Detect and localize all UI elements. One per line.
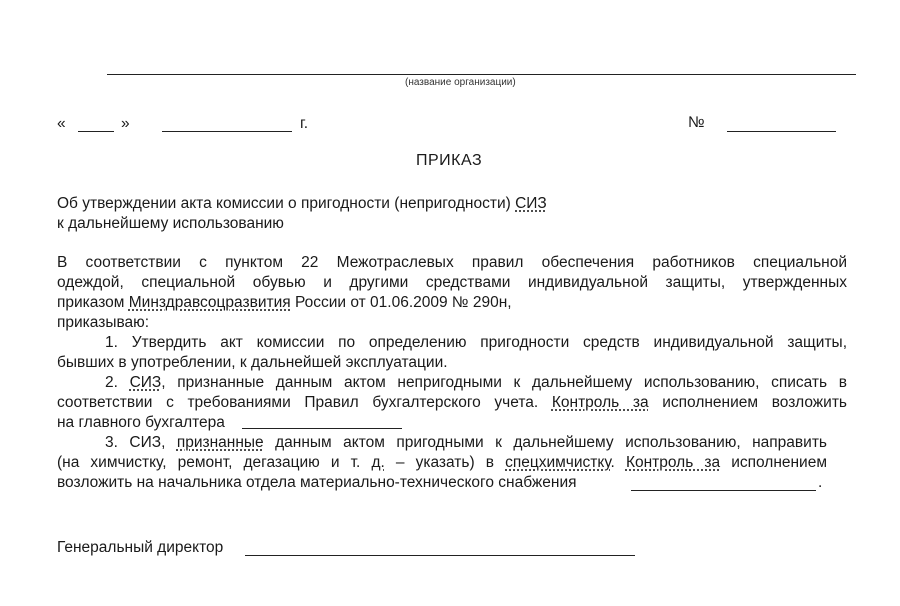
item-line: (на химчистку, ремонт, дегазацию и т. д. – указать) в спецхимчистку. Контроль за исполнением: [57, 454, 827, 471]
document-title: ПРИКАЗ: [416, 152, 483, 169]
signature-label: Генеральный директор: [57, 539, 224, 556]
control-phrase: Контроль за: [625, 454, 721, 471]
chief-accountant-blank[interactable]: [242, 428, 402, 429]
item-line: соответствии с требованиями Правил бухгалтерского учета. Контроль за исполнением возложить: [57, 394, 847, 411]
subject-line-2: к дальнейшему использованию: [57, 215, 284, 232]
order-item-2: [57, 373, 847, 433]
ministry-name: Минздравсоцразвития: [128, 294, 291, 311]
item-line: 3. СИЗ, признанные данным актом пригодными к дальнейшему использованию, направить: [105, 434, 827, 451]
preamble: [57, 253, 847, 333]
day-blank[interactable]: [78, 131, 114, 132]
subject-abbreviation: СИЗ: [515, 195, 547, 212]
item-3-end-period: .: [818, 474, 823, 491]
year-suffix: г.: [300, 115, 309, 132]
date-close-quote: »: [121, 115, 130, 132]
preamble-line: одеждой, специальной обувью и другими средствами индивидуальной защиты, утвержденных: [57, 274, 847, 291]
document-subject: [57, 194, 547, 214]
item-term: признанные: [176, 434, 264, 451]
item-line: бывших в употреблении, к дальнейшей эксплуатации.: [57, 354, 448, 371]
organization-name-line[interactable]: [107, 74, 856, 75]
order-item-3: [57, 433, 827, 473]
control-phrase: Контроль за: [551, 394, 649, 411]
item-line: 1. Утвердить акт комиссии по определению пригодности средств индивидуальной защиты,: [105, 334, 847, 351]
item-line: 2. СИЗ, признанные данным актом непригодными к дальнейшему использованию, списать в: [105, 374, 847, 391]
item-3-line-3: возложить на начальника отдела материально-технического снабжения: [57, 474, 577, 491]
subject-text: Об утверждении акта комиссии о пригодности (непригодности): [57, 195, 516, 212]
special-cleaning-term: спецхимчистку: [505, 454, 611, 471]
supply-head-blank[interactable]: [631, 490, 816, 491]
order-verb: приказываю:: [57, 314, 150, 331]
item-line: на главного бухгалтера: [57, 414, 225, 431]
preamble-line: приказом Минздравсоцразвития России от 01.06.2009 № 290н,: [57, 294, 512, 311]
order-number-blank[interactable]: [727, 131, 836, 132]
item-abbreviation: СИЗ: [129, 374, 162, 391]
organization-caption: (название организации): [405, 77, 516, 88]
signature-line[interactable]: [245, 555, 635, 556]
preamble-line: В соответствии с пунктом 22 Межотраслевых правил обеспечения работников специальной: [57, 254, 847, 271]
date-open-quote: «: [57, 115, 66, 132]
month-year-blank[interactable]: [162, 131, 292, 132]
order-item-1: [57, 333, 847, 373]
order-number-label: №: [688, 114, 705, 131]
